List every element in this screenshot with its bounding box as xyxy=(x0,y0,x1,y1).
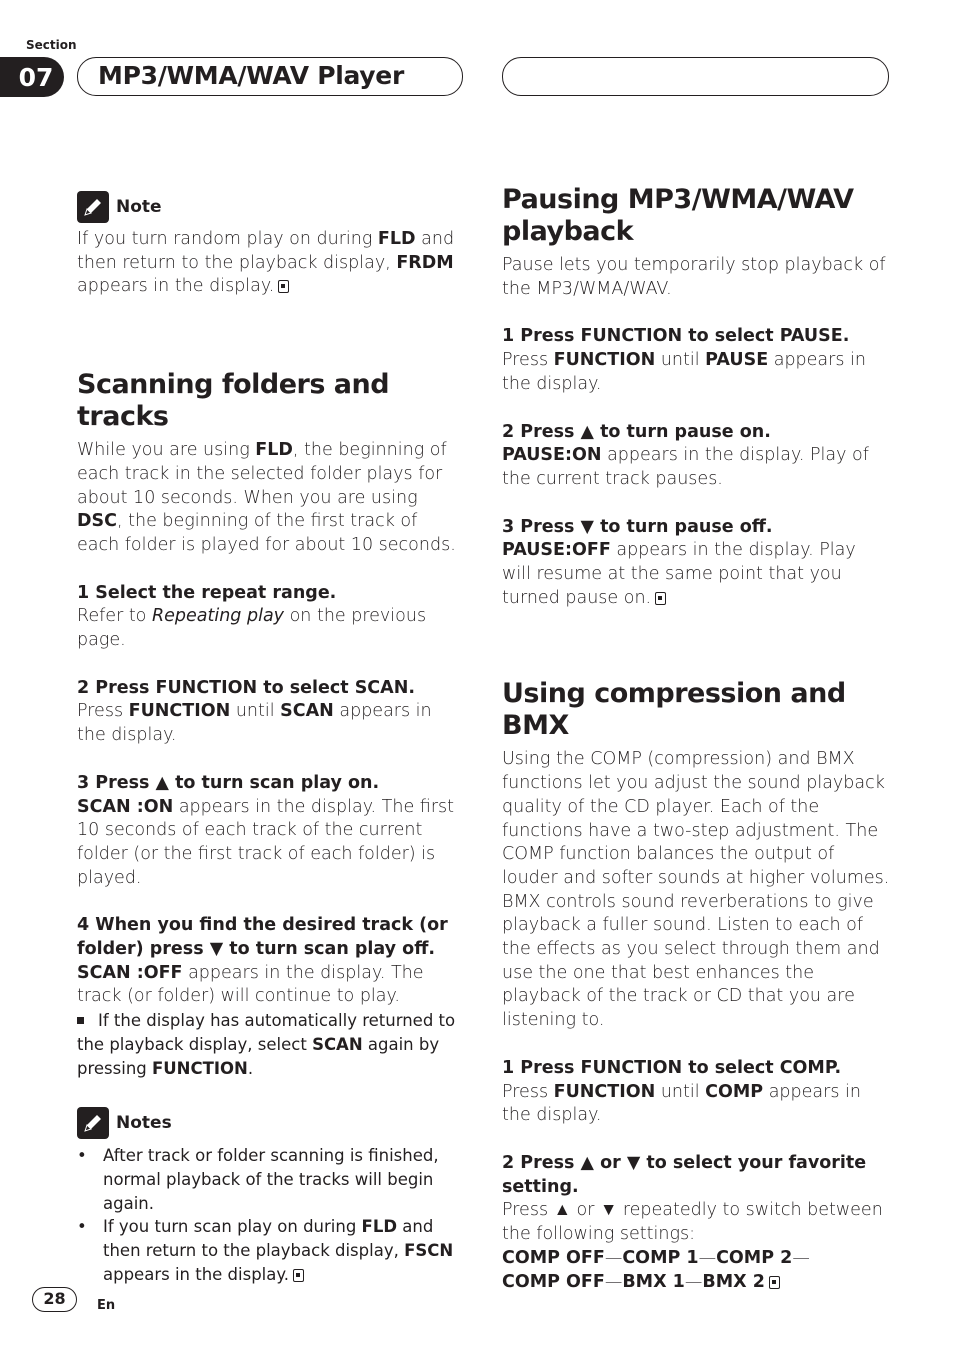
pause-step-3-text: PAUSE:OFF appears in the display. Play will resume at the same point that you turned pause on. xyxy=(502,540,856,608)
note-text: If you turn random play on during FLD and then return to the playback display, FRDM appears in the display. xyxy=(77,229,455,297)
scan-step-2: 2 Press FUNCTION to select SCAN. xyxy=(77,677,415,698)
right-column xyxy=(502,184,890,1294)
notes-label: Notes xyxy=(116,1113,172,1134)
note-label: Note xyxy=(116,197,162,217)
scan-step-1: 1 Select the repeat range. xyxy=(77,582,337,603)
page-number: 28 xyxy=(32,1287,77,1312)
scan-step-3: 3 Press ▲ to turn scan play on. xyxy=(77,772,380,793)
notes-item-2: • If you turn scan play on during FLD and then return to the playback display, FSCN appears in the display. xyxy=(77,1217,454,1284)
end-mark-icon xyxy=(655,592,666,605)
notes-item-1: • After track or folder scanning is finished, normal playback of the tracks will begin again. xyxy=(77,1146,439,1213)
end-mark-icon xyxy=(769,1276,780,1289)
note-heading xyxy=(77,190,465,224)
heading-pausing: Pausing MP3/WMA/WAV playback xyxy=(502,184,854,247)
pause-step-3: 3 Press ▼ to turn pause off. xyxy=(502,516,773,537)
scan-step-2-text: Press FUNCTION until SCAN appears in the display. xyxy=(77,701,432,746)
scan-step-4: 4 When you find the desired track (or folder) press ▼ to turn scan play off. xyxy=(77,915,448,960)
comp-sequence-line-2: COMP OFF—BMX 1—BMX 2 xyxy=(502,1271,890,1295)
end-mark-icon xyxy=(293,1269,304,1282)
pause-step-1: 1 Press FUNCTION to select PAUSE. xyxy=(502,326,850,347)
scan-step-4-text: SCAN :OFF appears in the display. The track (or folder) will continue to play. xyxy=(77,962,424,1007)
pencil-note-icon xyxy=(77,191,109,223)
pause-intro: Pause lets you temporarily stop playback of the MP3/WMA/WAV. xyxy=(502,255,886,299)
section-number-tab: 07 xyxy=(0,57,64,97)
scan-intro: While you are using FLD, the beginning of each track in the selected folder plays for about 10 seconds. When you are using DSC, the beginning of the first track of each folder is played for about 10 seconds. xyxy=(77,440,456,555)
comp-step-1-text: Press FUNCTION until COMP appears in the display. xyxy=(502,1081,861,1126)
pause-step-2-text: PAUSE:ON appears in the display. Play of the current track pauses. xyxy=(502,445,869,489)
scan-step-3-text: SCAN :ON appears in the display. The first 10 seconds of each track of the current folder (or the first track of each folder) is played. xyxy=(77,796,454,888)
chapter-title: MP3/WMA/WAV Player xyxy=(77,57,463,96)
scan-step-4-note: If the display has automatically returned to the playback display, select SCAN again by pressing FUNCTION. xyxy=(77,1011,456,1078)
language-label: En xyxy=(97,1298,116,1313)
comp-step-2: 2 Press ▲ or ▼ to select your favorite setting. xyxy=(502,1152,867,1197)
left-column xyxy=(77,190,465,1287)
pause-step-2: 2 Press ▲ to turn pause on. xyxy=(502,421,771,442)
pencil-note-icon xyxy=(77,1107,109,1139)
heading-scanning: Scanning folders and tracks xyxy=(77,369,390,433)
square-bullet-icon xyxy=(77,1017,84,1024)
comp-intro: Using the COMP (compression) and BMX functions let you adjust the sound playback quality of the CD player. Each of the functions have a two-step adjustment. The COMP function balances the output of louder and softer sounds at higher volumes. BMX controls sound reverberations to give playback a fuller sound. Listen to each of the effects as you select through them and use the one that best enhances the playback of the track or CD that you are listening to. xyxy=(502,749,890,1031)
heading-compression: Using compression and BMX xyxy=(502,678,846,742)
comp-step-1: 1 Press FUNCTION to select COMP. xyxy=(502,1057,842,1078)
notes-heading xyxy=(77,1106,465,1140)
comp-sequence-line-1: COMP OFF—COMP 1—COMP 2— xyxy=(502,1247,810,1268)
end-mark-icon xyxy=(278,280,289,293)
scan-step-1-text: Refer to Repeating play on the previous page. xyxy=(77,606,427,651)
header-empty-frame xyxy=(502,57,889,96)
pause-step-1-text: Press FUNCTION until PAUSE appears in the display. xyxy=(502,350,866,394)
section-label: Section xyxy=(26,38,77,52)
comp-step-2-text: Press ▲ or ▼ repeatedly to switch between the following settings: xyxy=(502,1200,883,1245)
